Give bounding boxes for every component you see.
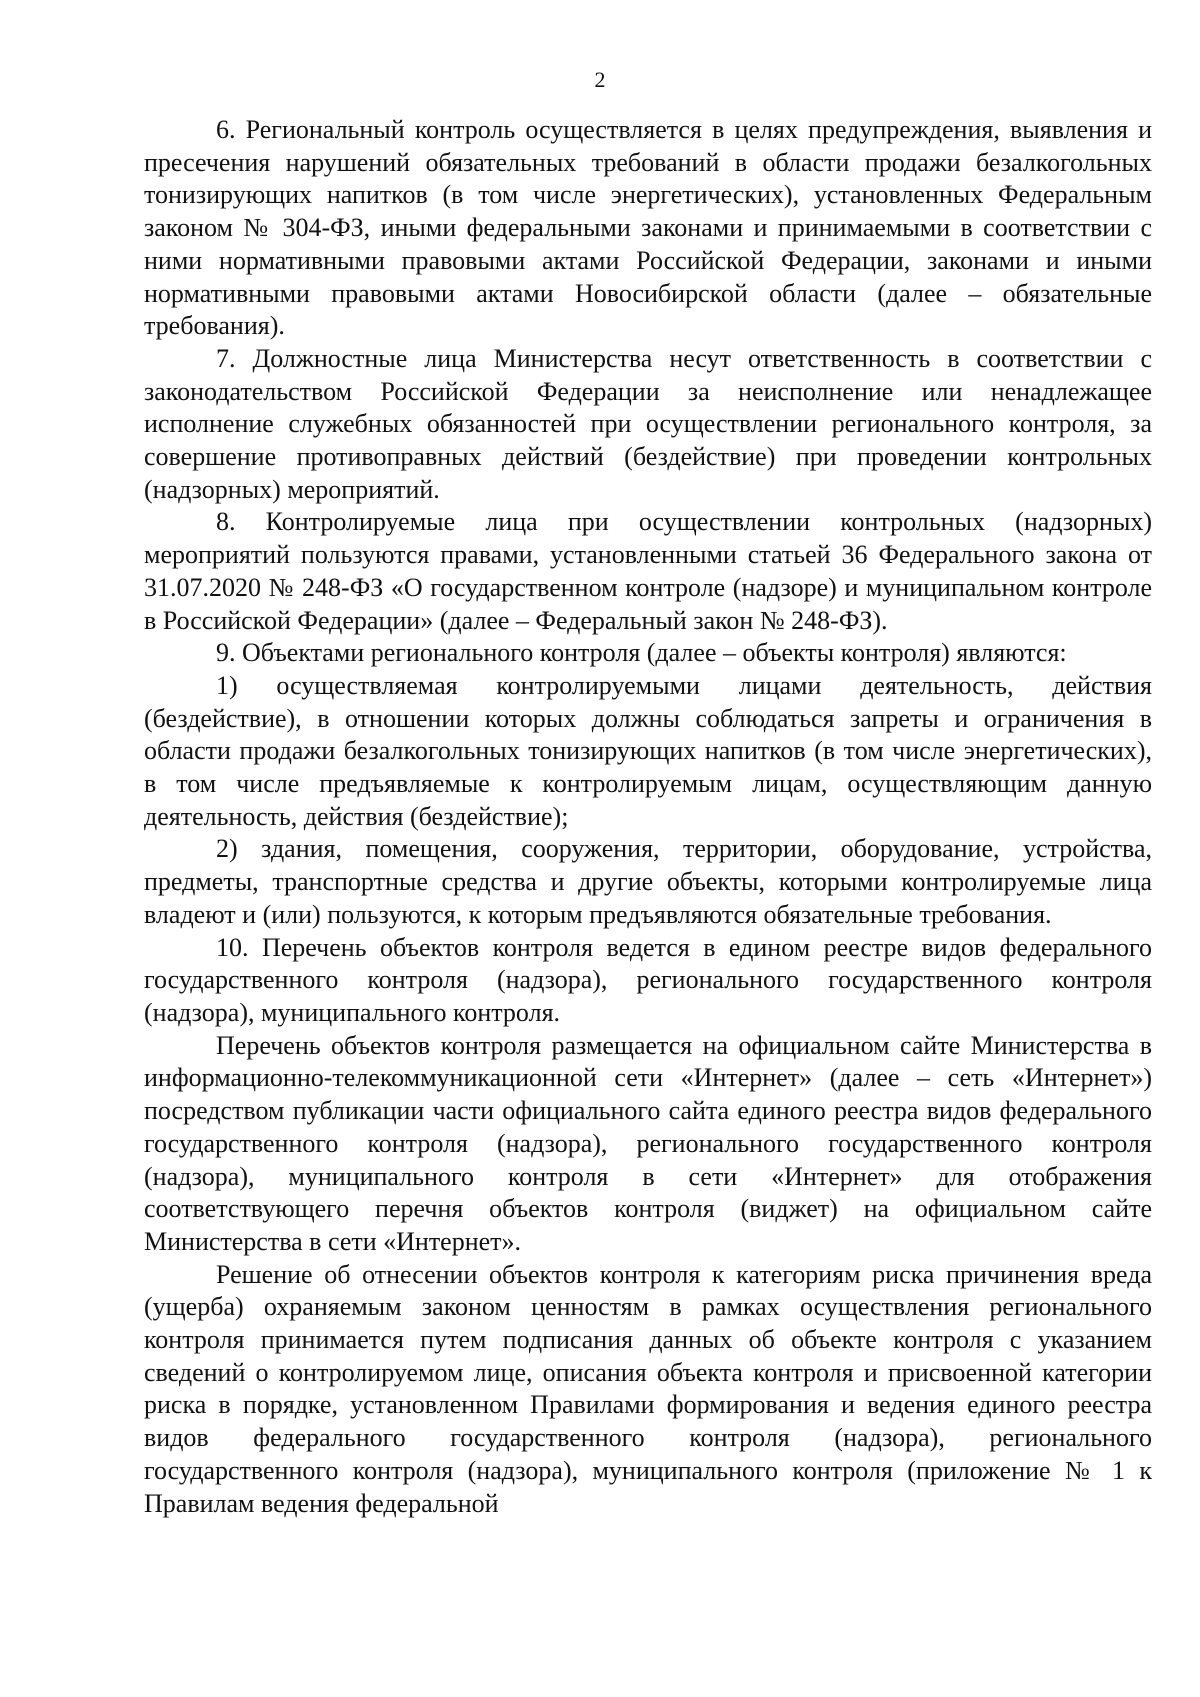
paragraph-9-item-1: 1) осуществляемая контролируемыми лицами деятельность, действия (бездействие), в отношении которых должны соблюдаться запреты и ограничения в области продажи безалкогольных тонизирующих напитков (в том числе энергетических), в том числе предъявляемые к контролируемым лицам, осуществляющим данную деятельность, действия (бездействие); [144, 670, 1152, 831]
document-body [144, 114, 1152, 1520]
paragraph-8: 8. Контролируемые лица при осуществлении контрольных (надзорных) мероприятий пользуются правами, установленными статьей 36 Федерального закона от 31.07.2020 № 248-ФЗ «О государственном контроле (надзоре) и муниципальном контроле в Российской Федерации» (далее – Федеральный закон № 248-ФЗ). [144, 507, 1152, 635]
paragraph-9-item-2: 2) здания, помещения, сооружения, территории, оборудование, устройства, предметы, транспортные средства и другие объекты, которыми контролируемые лица владеют и (или) пользуются, к которым предъявляются обязательные требования. [144, 834, 1152, 929]
paragraph-10: 10. Перечень объектов контроля ведется в едином реестре видов федерального государственного контроля (надзора), регионального государственного контроля (надзора), муниципального контроля. [144, 932, 1152, 1027]
paragraph-10-list-placement: Перечень объектов контроля размещается на официальном сайте Министерства в информационно-телекоммуникационной сети «Интернет» (далее – сеть «Интернет») посредством публикации части официального сайта единого реестра видов федерального государственного контроля (надзора), регионального государственного контроля (надзора), муниципального контроля в сети «Интернет» для отображения соответствующего перечня объектов контроля (виджет) на официальном сайте Министерства в сети «Интернет». [144, 1030, 1152, 1256]
paragraph-7: 7. Должностные лица Министерства несут ответственность в соответствии с законодательством Российской Федерации за неисполнение или ненадлежащее исполнение служебных обязанностей при осуществлении регионального контроля, за совершение противоправных действий (бездействие) при проведении контрольных (надзорных) мероприятий. [144, 343, 1152, 504]
page-number: 2 [594, 67, 606, 92]
paragraph-10-risk-decision: Решение об отнесении объектов контроля к категориям риска причинения вреда (ущерба) охраняемым законом ценностям в рамках осуществления регионального контроля принимается путем подписания данных об объекте контроля с указанием сведений о контролируемом лице, описания объекта контроля и присвоенной категории риска в порядке, установленном Правилами формирования и ведения единого реестра видов федерального государственного контроля (надзора), регионального государственного контроля (надзора), муниципального контроля (приложение № 1 к Правилам ведения федеральной [144, 1259, 1152, 1518]
paragraph-9: 9. Объектами регионального контроля (далее – объекты контроля) являются: [216, 638, 1067, 668]
paragraph-6: 6. Региональный контроль осуществляется в целях предупреждения, выявления и пресечения нарушений обязательных требований в области продажи безалкогольных тонизирующих напитков (в том числе энергетических), установленных Федеральным законом № 304-ФЗ, иными федеральными законами и принимаемыми в соответствии с ними нормативными правовыми актами Российской Федерации, законами и иными нормативными правовыми актами Новосибирской области (далее – обязательные требования). [144, 115, 1152, 341]
